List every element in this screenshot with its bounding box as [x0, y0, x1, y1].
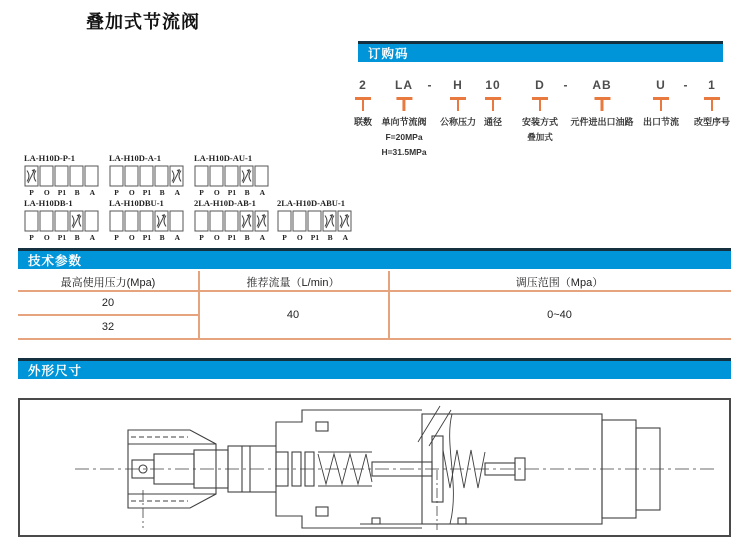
- port-label: P: [114, 233, 119, 242]
- connector-line: [396, 97, 412, 111]
- valve-symbol-label: 2LA-H10D-ABU-1: [277, 198, 345, 208]
- port-label: P1: [227, 233, 237, 242]
- valve-symbol: [24, 153, 102, 197]
- order-code-segment: [694, 78, 730, 128]
- order-code-dash: [428, 78, 433, 92]
- order-code-segment: [484, 78, 502, 128]
- port-label: A: [89, 188, 96, 197]
- valve-symbol-label: LA-H10DBU-1: [109, 198, 164, 208]
- port-label: P1: [57, 188, 67, 197]
- port-label: A: [174, 233, 181, 242]
- order-code-segment: [570, 78, 633, 128]
- code-value: 10: [485, 78, 501, 92]
- code-label: 通径: [483, 116, 503, 127]
- order-code-dash: [564, 78, 569, 92]
- valve-symbol: [24, 198, 102, 242]
- port-label: O: [43, 188, 50, 197]
- connector-line: [485, 97, 501, 111]
- valve-symbol-graphic: [24, 209, 100, 233]
- page-title: 叠加式节流阀: [86, 12, 200, 32]
- code-label: 元件进出口油路: [570, 116, 634, 127]
- code-value: -: [427, 78, 433, 92]
- valve-symbol-label: LA-H10D-A-1: [109, 153, 161, 163]
- valve-symbol-graphic: [24, 164, 100, 188]
- valve-symbol-graphic: [194, 209, 270, 233]
- valve-symbol-label: 2LA-H10D-AB-1: [194, 198, 256, 208]
- port-label: P1: [310, 233, 320, 242]
- code-value: U: [656, 78, 666, 92]
- port-labels: [109, 188, 185, 197]
- table-line: [18, 290, 731, 292]
- connector-line: [704, 97, 720, 111]
- order-code-header-label: 订购码: [368, 47, 409, 61]
- port-label: P: [199, 233, 204, 242]
- valve-symbol-graphic: [109, 164, 185, 188]
- valve-symbol: [109, 198, 187, 242]
- port-labels: [194, 233, 270, 242]
- port-label: B: [244, 188, 250, 197]
- dimensions-header-bar: [18, 358, 731, 379]
- port-labels: [277, 233, 353, 242]
- port-label: P1: [57, 233, 67, 242]
- order-code-segment: [440, 78, 476, 128]
- code-sub-label: 叠加式: [527, 131, 553, 142]
- valve-symbol-label: LA-H10D-P-1: [24, 153, 75, 163]
- port-label: B: [74, 233, 80, 242]
- port-label: O: [43, 233, 50, 242]
- code-value: AB: [592, 78, 612, 92]
- valve-symbol-label: LA-H10D-AU-1: [194, 153, 253, 163]
- port-label: P1: [142, 233, 152, 242]
- port-label: P: [114, 188, 119, 197]
- port-label: A: [259, 233, 266, 242]
- port-label: P: [29, 188, 34, 197]
- order-code-segment: [381, 78, 426, 158]
- connector-line: [355, 97, 371, 111]
- dimension-drawing-frame: [18, 398, 731, 537]
- code-label: 出口节流: [642, 116, 680, 127]
- port-label: P: [29, 233, 34, 242]
- port-label: O: [213, 188, 220, 197]
- code-value: H: [453, 78, 463, 92]
- tech-params-header-label: 技术参数: [28, 254, 83, 268]
- port-label: P: [199, 188, 204, 197]
- tech-params-header-bar: [18, 248, 731, 269]
- table-line: [18, 338, 731, 340]
- code-label: 改型序号: [693, 116, 731, 127]
- table-cell-flow: 40: [286, 309, 300, 321]
- code-value: D: [535, 78, 545, 92]
- valve-symbol: [109, 153, 187, 197]
- port-label: B: [159, 233, 165, 242]
- port-label: P: [282, 233, 287, 242]
- port-label: A: [174, 188, 181, 197]
- connector-line: [450, 97, 466, 111]
- port-label: B: [327, 233, 333, 242]
- table-col-header: 最高使用压力(Mpa): [60, 277, 156, 289]
- table-cell-range: 0~40: [547, 309, 572, 321]
- port-labels: [24, 188, 100, 197]
- code-label: 联数: [353, 116, 373, 127]
- code-label: 公称压力: [439, 116, 477, 127]
- port-label: B: [74, 188, 80, 197]
- valve-symbol-graphic: [194, 164, 270, 188]
- port-labels: [109, 233, 185, 242]
- valve-symbol-label: LA-H10DB-1: [24, 198, 73, 208]
- connector-line: [653, 97, 669, 111]
- port-label: A: [342, 233, 349, 242]
- table-line: [18, 314, 198, 316]
- code-value: 2: [359, 78, 367, 92]
- port-labels: [194, 188, 270, 197]
- order-code-segment: [354, 78, 372, 128]
- code-value: -: [563, 78, 569, 92]
- port-labels: [24, 233, 100, 242]
- port-label: P1: [142, 188, 152, 197]
- valve-symbol-graphic: [277, 209, 353, 233]
- order-code-header-bar: [358, 41, 723, 62]
- port-label: O: [128, 188, 135, 197]
- order-code-dash: [684, 78, 689, 92]
- code-sub-label: F=20MPa: [385, 131, 423, 142]
- dimensions-header-label: 外形尺寸: [28, 364, 83, 378]
- valve-cross-section-drawing: [20, 400, 729, 535]
- code-label: 安装方式: [521, 116, 559, 127]
- port-label: A: [89, 233, 96, 242]
- code-sub-label: H=31.5MPa: [381, 146, 427, 157]
- code-label: 单向节流阀: [381, 116, 427, 127]
- connector-line: [594, 97, 610, 111]
- code-value: LA: [395, 78, 413, 92]
- port-label: P1: [227, 188, 237, 197]
- port-label: O: [213, 233, 220, 242]
- valve-symbol: [194, 198, 272, 242]
- table-cell-pressure: 20: [101, 297, 115, 309]
- port-label: B: [244, 233, 250, 242]
- table-col-header: 调压范围（Mpa）: [515, 277, 604, 289]
- table-cell-pressure: 32: [101, 321, 115, 333]
- connector-line: [532, 97, 548, 111]
- valve-symbol-graphic: [109, 209, 185, 233]
- order-code-segment: [522, 78, 558, 143]
- order-code-segment: [643, 78, 679, 128]
- port-label: O: [128, 233, 135, 242]
- port-label: A: [259, 188, 266, 197]
- port-label: B: [159, 188, 165, 197]
- tech-params-table: [18, 269, 731, 339]
- port-label: O: [296, 233, 303, 242]
- code-value: -: [683, 78, 689, 92]
- code-value: 1: [708, 78, 716, 92]
- table-col-header: 推荐流量（L/min）: [246, 277, 340, 289]
- valve-symbol: [194, 153, 272, 197]
- valve-symbol: [277, 198, 355, 242]
